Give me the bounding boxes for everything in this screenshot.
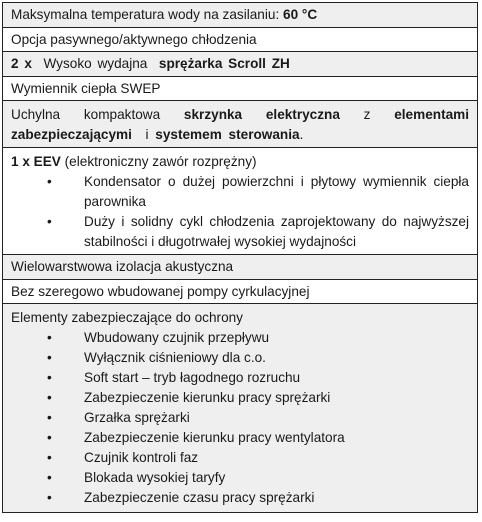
row-pump — [3, 280, 477, 305]
row-compressor — [3, 52, 477, 77]
row-cooling-option — [3, 28, 477, 53]
eev-bullet-item: • Kondensator o dużej powierzchni i płytowy wymiennik ciepła parownika — [11, 172, 469, 212]
row-max-temp — [3, 3, 477, 28]
compressor-count: 2 x — [11, 56, 32, 71]
row-acoustic-insulation — [3, 255, 477, 280]
compressor-type: sprężarka Scroll ZH — [158, 56, 290, 71]
electric-box-text-6: i — [145, 127, 149, 142]
pump-text: Bez szeregowo wbudowanej pompy cyrkulacyjnej — [11, 283, 310, 299]
electric-box-text-1: Uchylna kompaktowa — [11, 107, 161, 122]
protection-bullet-item: • Zabezpieczenie kierunku pracy wentylatora — [11, 428, 469, 448]
electric-box-line-1 — [11, 105, 469, 125]
row-protection — [3, 304, 477, 512]
protection-bullet-item: • Blokada wysokiej taryfy — [11, 468, 469, 488]
eev-bullets — [11, 172, 469, 252]
acoustic-insulation-text: Wielowarstwowa izolacja akustyczna — [11, 259, 234, 274]
heat-exchanger-text: Wymiennik ciepła SWEP — [11, 80, 161, 96]
electric-box-text-2: skrzynka elektryczna — [183, 107, 340, 122]
compressor-desc: Wysoko wydajna — [43, 56, 148, 71]
protection-bullet-item: • Grzałka sprężarki — [11, 408, 469, 428]
protection-bullet-item: • Zabezpieczenie kierunku pracy sprężarki — [11, 388, 469, 408]
protection-bullet-item: • Czujnik kontroli faz — [11, 448, 469, 468]
electric-box-text-8: . — [299, 127, 304, 142]
protection-bullet-item: • Soft start – tryb łagodnego rozruchu — [11, 368, 469, 388]
electric-box-text-4: elementami — [394, 107, 470, 122]
cooling-option-text: Opcja pasywnego/aktywnego chłodzenia — [11, 31, 257, 47]
protection-bullets — [11, 328, 469, 508]
max-temp-value: 60 °C — [283, 7, 318, 22]
eev-title — [11, 152, 469, 172]
electric-box-text-7: systemem sterowania — [155, 127, 300, 142]
eev-bullet-item: • Duży i solidny cykl chłodzenia zaprojektowany do najwyższej stabilności i długotrwałej wysokiej wydajności — [11, 212, 469, 252]
eev-desc: (elektroniczny zawór rozprężny) — [64, 154, 257, 169]
eev-count: 1 x EEV — [11, 154, 61, 169]
row-heat-exchanger — [3, 77, 477, 102]
protection-title: Elementy zabezpieczające do ochrony — [11, 310, 243, 325]
electric-box-line-2 — [11, 125, 469, 145]
protection-bullet-item: • Wyłącznik ciśnieniowy dla c.o. — [11, 348, 469, 368]
electric-box-text-3: z — [363, 107, 371, 122]
row-electric-box — [3, 101, 477, 148]
spec-table — [2, 2, 478, 513]
protection-bullet-item: • Zabezpieczenie czasu pracy sprężarki — [11, 488, 469, 508]
electric-box-text-5: zabezpieczającymi — [11, 127, 132, 142]
max-temp-label: Maksymalna temperatura wody na zasilaniu: — [11, 7, 280, 22]
protection-bullet-item: • Wbudowany czujnik przepływu — [11, 328, 469, 348]
row-eev — [3, 148, 477, 255]
